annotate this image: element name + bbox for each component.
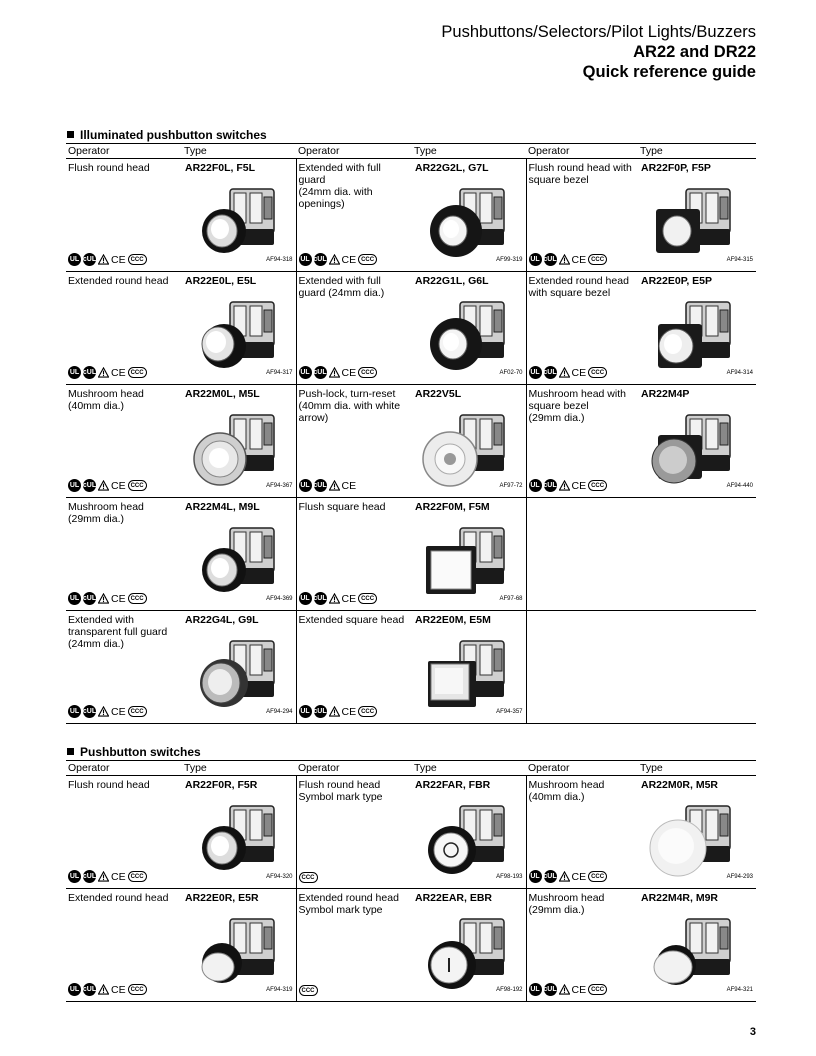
- photo-code: AF94-318: [266, 257, 293, 263]
- operator-label: Flush round head: [68, 162, 150, 174]
- column-header: Operator: [526, 144, 638, 159]
- page-number: 3: [749, 1026, 756, 1038]
- operator-label: Flush square head: [298, 501, 386, 513]
- column-header: Type: [638, 144, 756, 159]
- type-cell: [412, 611, 526, 724]
- type-cell: [638, 159, 756, 272]
- table-header-row: [66, 144, 756, 159]
- cul-mark-icon: cUL: [83, 479, 96, 492]
- cul-mark-icon: cUL: [544, 366, 557, 379]
- ce-mark-icon: CE: [341, 592, 357, 605]
- ce-mark-icon: CE: [111, 479, 126, 492]
- ccc-mark-icon: CCC: [128, 593, 147, 604]
- operator-label: Extended with full guard (24mm dia.): [298, 275, 385, 299]
- ul-mark-icon: UL: [529, 253, 542, 266]
- ce-mark-icon: CE: [341, 705, 357, 718]
- operator-label: Mushroom head (29mm dia.): [68, 501, 144, 525]
- page-header: [441, 22, 756, 82]
- pushbutton-table: [66, 760, 756, 1002]
- warning-triangle-icon: [329, 480, 340, 491]
- type-cell: [182, 272, 296, 385]
- certification-marks: [529, 479, 608, 492]
- warning-triangle-icon: [98, 871, 109, 882]
- ul-mark-icon: UL: [68, 705, 81, 718]
- operator-label: Mushroom head (40mm dia.): [528, 779, 605, 803]
- operator-cell: [296, 385, 412, 498]
- certification-marks: [68, 983, 147, 996]
- ccc-mark-icon: CCC: [588, 254, 607, 265]
- type-code: AR22F0R, F5R: [185, 779, 258, 791]
- column-header: Type: [412, 761, 526, 776]
- ul-mark-icon: UL: [299, 366, 312, 379]
- certification-marks: [68, 253, 147, 266]
- photo-code: AF94-357: [496, 709, 523, 715]
- operator-cell: [296, 159, 412, 272]
- type-cell: [412, 776, 526, 889]
- table-row: [66, 159, 756, 272]
- column-header: Operator: [66, 144, 182, 159]
- table-row: [66, 776, 756, 889]
- cul-mark-icon: cUL: [314, 479, 327, 492]
- cul-mark-icon: cUL: [314, 253, 327, 266]
- certification-marks: [68, 592, 147, 605]
- type-code: AR22E0P, E5P: [641, 275, 713, 287]
- photo-code: AF94-440: [726, 483, 753, 489]
- operator-cell: [296, 611, 412, 724]
- ce-mark-icon: CE: [571, 479, 587, 492]
- warning-triangle-icon: [559, 871, 570, 882]
- cul-mark-icon: cUL: [314, 592, 327, 605]
- ul-mark-icon: UL: [68, 983, 81, 996]
- type-cell: [638, 498, 756, 611]
- operator-cell: [526, 889, 638, 1002]
- section-title-illuminated: Illuminated pushbutton switches: [67, 128, 267, 142]
- photo-code: AF98-192: [496, 987, 523, 993]
- certification-marks: [299, 985, 318, 996]
- ccc-mark-icon: CCC: [128, 871, 147, 882]
- operator-cell: [526, 776, 638, 889]
- table-row: [66, 272, 756, 385]
- type-code: AR22E0M, E5M: [415, 614, 491, 626]
- type-code: AR22G2L, G7L: [415, 162, 489, 174]
- certification-marks: [299, 705, 378, 718]
- type-code: AR22M0L, M5L: [185, 388, 260, 400]
- operator-cell: [66, 889, 182, 1002]
- certification-marks: [529, 870, 608, 883]
- warning-triangle-icon: [559, 254, 570, 265]
- cul-mark-icon: cUL: [83, 253, 96, 266]
- type-code: AR22F0M, F5M: [415, 501, 490, 513]
- ce-mark-icon: CE: [341, 479, 357, 492]
- ce-mark-icon: CE: [571, 366, 587, 379]
- ccc-mark-icon: CCC: [299, 872, 318, 883]
- type-code: AR22G4L, G9L: [185, 614, 259, 626]
- table-row: [66, 611, 756, 724]
- operator-label: Extended with full guard (24mm dia. with openings): [298, 162, 381, 210]
- warning-triangle-icon: [329, 367, 340, 378]
- ul-mark-icon: UL: [68, 592, 81, 605]
- ce-mark-icon: CE: [111, 366, 126, 379]
- cul-mark-icon: cUL: [544, 983, 557, 996]
- type-cell: [182, 385, 296, 498]
- operator-label: Flush round head: [68, 779, 150, 791]
- operator-label: Mushroom head (29mm dia.): [528, 892, 605, 916]
- certification-marks: [299, 253, 378, 266]
- column-header: Operator: [526, 761, 638, 776]
- ce-mark-icon: CE: [111, 705, 126, 718]
- type-code: AR22M4P: [641, 388, 690, 400]
- photo-code: AF94-315: [726, 257, 753, 263]
- certification-marks: [299, 366, 378, 379]
- certification-marks: [68, 479, 147, 492]
- cul-mark-icon: cUL: [544, 870, 557, 883]
- type-code: AR22F0P, F5P: [641, 162, 711, 174]
- certification-marks: [68, 705, 147, 718]
- operator-label: Mushroom head with square bezel (29mm dia.): [528, 388, 626, 424]
- ul-mark-icon: UL: [299, 253, 312, 266]
- certification-marks: [68, 870, 147, 883]
- illuminated-table: [66, 143, 756, 724]
- type-code: AR22F0L, F5L: [185, 162, 256, 174]
- column-header: Type: [412, 144, 526, 159]
- type-code: AR22G1L, G6L: [415, 275, 489, 287]
- ul-mark-icon: UL: [299, 592, 312, 605]
- operator-label: Extended with transparent full guard (24mm dia.): [68, 614, 168, 650]
- ul-mark-icon: UL: [529, 870, 542, 883]
- type-code: AR22FAR, FBR: [415, 779, 491, 791]
- ccc-mark-icon: CCC: [358, 706, 377, 717]
- operator-cell: [296, 889, 412, 1002]
- operator-label: Mushroom head (40mm dia.): [68, 388, 144, 412]
- photo-code: AF94-367: [266, 483, 293, 489]
- table-row: [66, 889, 756, 1002]
- operator-cell: [296, 272, 412, 385]
- type-cell: [182, 776, 296, 889]
- type-cell: [412, 159, 526, 272]
- column-header: Type: [182, 144, 296, 159]
- cul-mark-icon: cUL: [83, 705, 96, 718]
- warning-triangle-icon: [329, 706, 340, 717]
- certification-marks: [299, 592, 378, 605]
- column-header: Operator: [66, 761, 182, 776]
- ccc-mark-icon: CCC: [128, 367, 147, 378]
- type-code: AR22E0L, E5L: [185, 275, 257, 287]
- operator-cell: [526, 159, 638, 272]
- operator-cell: [296, 776, 412, 889]
- ccc-mark-icon: CCC: [299, 985, 318, 996]
- column-header: Operator: [296, 761, 412, 776]
- warning-triangle-icon: [329, 593, 340, 604]
- header-title: Quick reference guide: [582, 63, 756, 81]
- cul-mark-icon: cUL: [314, 366, 327, 379]
- ccc-mark-icon: CCC: [588, 871, 607, 882]
- type-cell: [182, 611, 296, 724]
- column-header: Type: [638, 761, 756, 776]
- photo-code: AF94-294: [266, 709, 293, 715]
- type-code: AR22M0R, M5R: [641, 779, 719, 791]
- type-cell: [638, 385, 756, 498]
- table-row: [66, 498, 756, 611]
- warning-triangle-icon: [98, 254, 109, 265]
- photo-code: AF94-369: [266, 596, 293, 602]
- photo-code: AF02-70: [499, 370, 523, 376]
- operator-cell: [66, 776, 182, 889]
- warning-triangle-icon: [98, 480, 109, 491]
- ul-mark-icon: UL: [68, 479, 81, 492]
- type-cell: [182, 159, 296, 272]
- ccc-mark-icon: CCC: [588, 367, 607, 378]
- ce-mark-icon: CE: [571, 983, 587, 996]
- column-header: Operator: [296, 144, 412, 159]
- type-cell: [412, 498, 526, 611]
- ce-mark-icon: CE: [111, 870, 126, 883]
- ul-mark-icon: UL: [529, 983, 542, 996]
- type-cell: [638, 611, 756, 724]
- operator-label: Flush round head with square bezel: [528, 162, 632, 186]
- ccc-mark-icon: CCC: [128, 254, 147, 265]
- photo-code: AF97-68: [499, 596, 523, 602]
- square-bullet-icon: [67, 131, 74, 138]
- ccc-mark-icon: CCC: [128, 984, 147, 995]
- operator-cell: [66, 498, 182, 611]
- type-code: AR22V5L: [415, 388, 462, 400]
- ul-mark-icon: UL: [529, 366, 542, 379]
- ccc-mark-icon: CCC: [588, 480, 607, 491]
- header-series: AR22 and DR22: [633, 43, 756, 61]
- photo-code: AF97-72: [499, 483, 523, 489]
- type-cell: [412, 385, 526, 498]
- photo-code: AF94-320: [266, 874, 293, 880]
- photo-code: AF94-321: [726, 987, 753, 993]
- operator-cell: [66, 385, 182, 498]
- operator-label: Extended round head: [68, 892, 169, 904]
- warning-triangle-icon: [98, 984, 109, 995]
- ccc-mark-icon: CCC: [128, 480, 147, 491]
- operator-label: Extended round head Symbol mark type: [298, 892, 399, 916]
- ul-mark-icon: UL: [68, 366, 81, 379]
- ul-mark-icon: UL: [529, 479, 542, 492]
- certification-marks: [299, 479, 357, 492]
- header-category: Pushbuttons/Selectors/Pilot Lights/Buzzers: [441, 23, 756, 41]
- photo-code: AF98-193: [496, 874, 523, 880]
- type-cell: [638, 272, 756, 385]
- cul-mark-icon: cUL: [544, 253, 557, 266]
- ul-mark-icon: UL: [299, 705, 312, 718]
- operator-cell: [526, 385, 638, 498]
- warning-triangle-icon: [559, 480, 570, 491]
- type-code: AR22M4R, M9R: [641, 892, 719, 904]
- operator-cell: [66, 272, 182, 385]
- photo-code: AF94-317: [266, 370, 293, 376]
- photo-code: AF94-293: [726, 874, 753, 880]
- cul-mark-icon: cUL: [83, 870, 96, 883]
- ccc-mark-icon: CCC: [128, 706, 147, 717]
- warning-triangle-icon: [329, 254, 340, 265]
- ul-mark-icon: UL: [68, 253, 81, 266]
- photo-code: AF94-314: [726, 370, 753, 376]
- type-code: AR22E0R, E5R: [185, 892, 259, 904]
- table-header-row: [66, 761, 756, 776]
- operator-label: Push-lock, turn-reset (40mm dia. with white arrow): [298, 388, 401, 424]
- type-cell: [412, 272, 526, 385]
- column-header: Type: [182, 761, 296, 776]
- warning-triangle-icon: [98, 706, 109, 717]
- operator-cell: [526, 611, 638, 724]
- ul-mark-icon: UL: [299, 479, 312, 492]
- photo-code: AF94-319: [266, 987, 293, 993]
- type-cell: [638, 776, 756, 889]
- cul-mark-icon: cUL: [83, 983, 96, 996]
- operator-cell: [526, 272, 638, 385]
- type-code: AR22M4L, M9L: [185, 501, 260, 513]
- table-row: [66, 385, 756, 498]
- warning-triangle-icon: [98, 593, 109, 604]
- cul-mark-icon: cUL: [314, 705, 327, 718]
- type-cell: [638, 889, 756, 1002]
- ccc-mark-icon: CCC: [588, 984, 607, 995]
- operator-label: Flush round head Symbol mark type: [298, 779, 383, 803]
- operator-cell: [526, 498, 638, 611]
- square-bullet-icon: [67, 748, 74, 755]
- warning-triangle-icon: [98, 367, 109, 378]
- cul-mark-icon: cUL: [83, 592, 96, 605]
- operator-label: Extended round head: [68, 275, 169, 287]
- type-code: AR22EAR, EBR: [415, 892, 493, 904]
- ce-mark-icon: CE: [571, 870, 587, 883]
- ccc-mark-icon: CCC: [358, 367, 377, 378]
- ccc-mark-icon: CCC: [358, 254, 377, 265]
- certification-marks: [529, 983, 608, 996]
- type-cell: [182, 498, 296, 611]
- operator-label: Extended round head with square bezel: [528, 275, 629, 299]
- photo-code: AF99-319: [496, 257, 523, 263]
- certification-marks: [529, 253, 608, 266]
- ce-mark-icon: CE: [341, 253, 357, 266]
- certification-marks: [68, 366, 147, 379]
- ce-mark-icon: CE: [111, 592, 126, 605]
- operator-cell: [296, 498, 412, 611]
- certification-marks: [529, 366, 608, 379]
- type-cell: [412, 889, 526, 1002]
- ce-mark-icon: CE: [111, 983, 126, 996]
- ce-mark-icon: CE: [571, 253, 587, 266]
- section-title-pushbutton: Pushbutton switches: [67, 745, 201, 759]
- operator-cell: [66, 159, 182, 272]
- type-cell: [182, 889, 296, 1002]
- ccc-mark-icon: CCC: [358, 593, 377, 604]
- ce-mark-icon: CE: [341, 366, 357, 379]
- operator-label: Extended square head: [298, 614, 405, 626]
- warning-triangle-icon: [559, 367, 570, 378]
- operator-cell: [66, 611, 182, 724]
- warning-triangle-icon: [559, 984, 570, 995]
- cul-mark-icon: cUL: [544, 479, 557, 492]
- cul-mark-icon: cUL: [83, 366, 96, 379]
- certification-marks: [299, 872, 318, 883]
- ce-mark-icon: CE: [111, 253, 126, 266]
- ul-mark-icon: UL: [68, 870, 81, 883]
